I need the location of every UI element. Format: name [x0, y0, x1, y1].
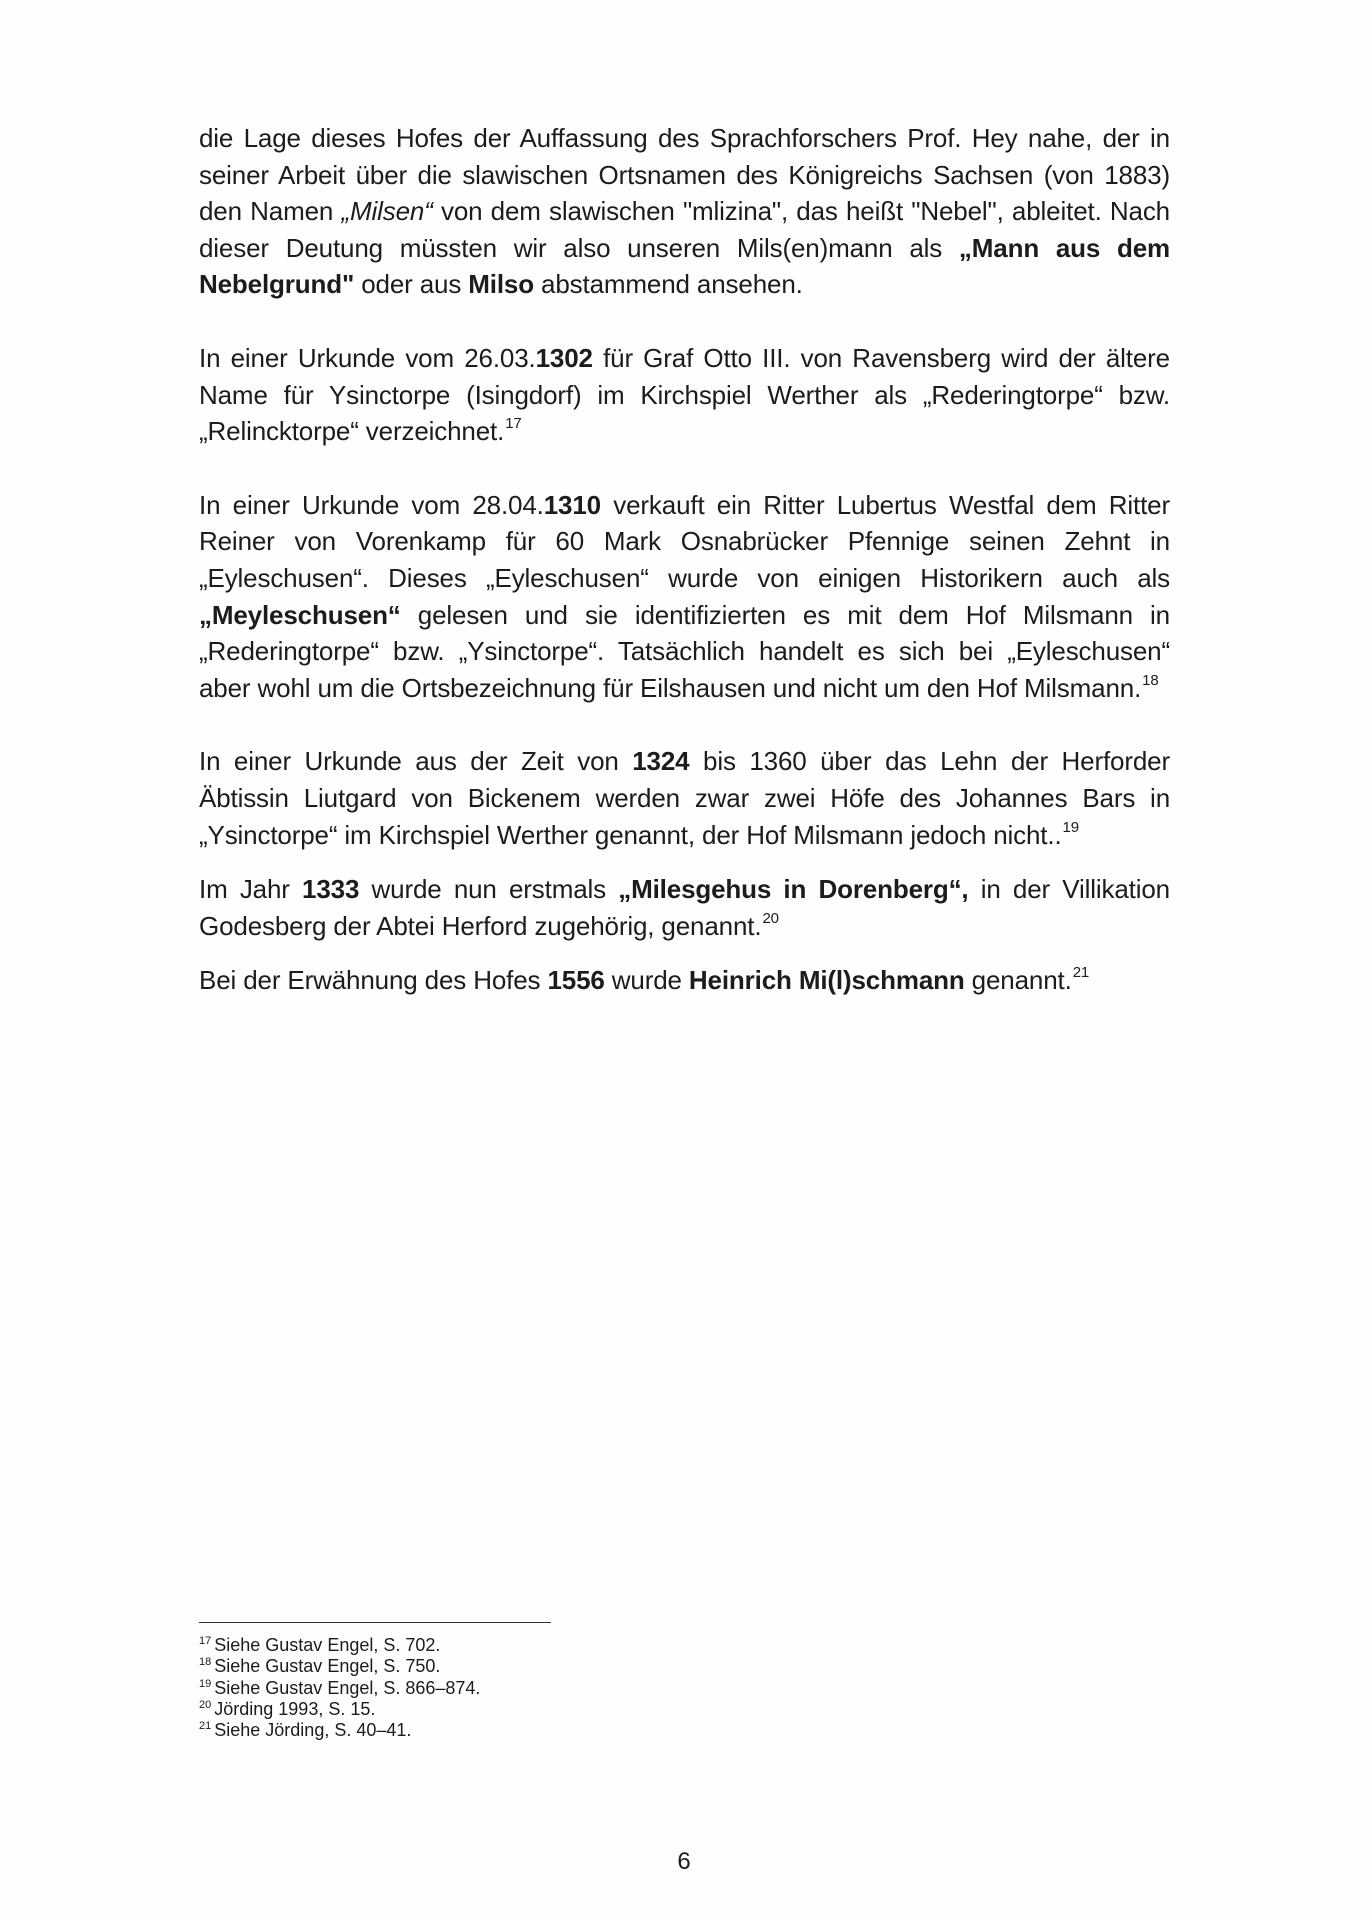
bold-year-1324: 1324 — [632, 746, 690, 777]
footnote-ref-17[interactable]: 17 — [505, 415, 522, 433]
bold-heinrich-milschmann: Heinrich Mi(l)schmann — [688, 965, 965, 996]
bold-milesgehus-in-dorenberg: „Milesgehus in Dorenberg“, — [618, 874, 969, 905]
bold-milso: Milso — [468, 269, 534, 300]
paragraph-urkunde-1310: In einer Urkunde vom 28.04.1310 verkauft ein Ritter Lubertus Westfal dem Ritter Reiner von Vorenkamp für 60 Mark Osnabrücker Pfennige seinen Zehnt in „Eyleschusen“. Dieses „Eyleschusen“ wurde von einigen Historikern auch als „Meyleschusen“ gelesen und sie identifizierten es mit dem Hof Milsmann in „Rederingtorpe“ bzw. „Ysinctorpe“. Tatsächlich handelt es sich bei „Eyleschusen“ aber wohl um die Ortsbezeichnung für Eilshausen und nicht um den Hof Milsmann.$^{18}$ — [199, 489, 1170, 703]
footnote-ref-19[interactable]: 19 — [1062, 818, 1079, 836]
page-number: 6 — [677, 1848, 691, 1875]
body-text — [199, 120, 1170, 999]
footnote-20: $^{20}$ Jörding 1993, S. 15. — [199, 1698, 376, 1719]
paragraph-urkunde-1302: In einer Urkunde vom 26.03.1302 für Graf Otto III. von Ravensberg wird der ältere Name für Ysinctorpe (Isingdorf) im Kirchspiel Werther als „Rederingtorpe“ bzw. „Relincktorpe“ verzeichnet.$^{17}$ — [199, 342, 1170, 447]
italic-milsen: „Milsen“ — [341, 196, 433, 227]
paragraph-urkunde-1324: In einer Urkunde aus der Zeit von 1324 bis 1360 über das Lehn der Herforder Äbtissin Liutgard von Bickenem werden zwar zwei Höfe des Johannes Bars in „Ysinctorpe“ im Kirchspiel Werther genannt, der Hof Milsmann jedoch nicht..$^{19}$ — [199, 746, 1170, 850]
footnote-ref-18[interactable]: 18 — [1142, 671, 1159, 689]
bold-meyleschusen: „Meyleschusen“ — [199, 599, 401, 630]
footnote-ref-21[interactable]: 21 — [1072, 964, 1090, 982]
footnote-ref-20[interactable]: 20 — [762, 909, 779, 927]
bold-year-1333: 1333 — [302, 874, 360, 905]
paragraph-milsen-etymology: die Lage dieses Hofes der Auffassung des Sprachforschers Prof. Hey nahe, der in seiner Arbeit über die slawischen Ortsnamen des Königreichs Sachsen (von 1883) den Namen „Milsen“ von dem slawischen "mlizina", das heißt "Nebel", ableitet. Nach dieser Deutung müssten wir also unseren Mils(en)mann als „Mann aus dem Nebelgrund" oder aus Milso abstammend ansehen. — [199, 123, 1170, 300]
paragraph-jahr-1333: Im Jahr 1333 wurde nun erstmals „Milesgehus in Dorenberg“, in der Villikation Godesberg der Abtei Herford zugehörig, genannt.$^{20}$ — [199, 874, 1170, 941]
footnote-21: $^{21}$ Siehe Jörding, S. 40–41. — [199, 1720, 412, 1741]
footnote-17: $^{17}$ Siehe Gustav Engel, S. 702. — [199, 1635, 441, 1655]
footnote-divider — [199, 1622, 551, 1623]
bold-mann-aus-dem-nebelgrund: „Mann aus dem Nebelgrund" — [199, 232, 1170, 300]
bold-year-1302: 1302 — [535, 342, 593, 373]
bold-year-1310: 1310 — [543, 489, 601, 520]
paragraph-hof-1556: Bei der Erwähnung des Hofes 1556 wurde Heinrich Mi(l)schmann genannt.$^{21}$ — [199, 964, 1090, 996]
footnote-18: $^{18}$ Siehe Gustav Engel, S. 750. — [199, 1656, 441, 1677]
footnote-19: $^{19}$ Siehe Gustav Engel, S. 866–874. — [199, 1677, 481, 1698]
bold-year-1556: 1556 — [547, 965, 605, 996]
footnotes — [199, 1635, 799, 1741]
